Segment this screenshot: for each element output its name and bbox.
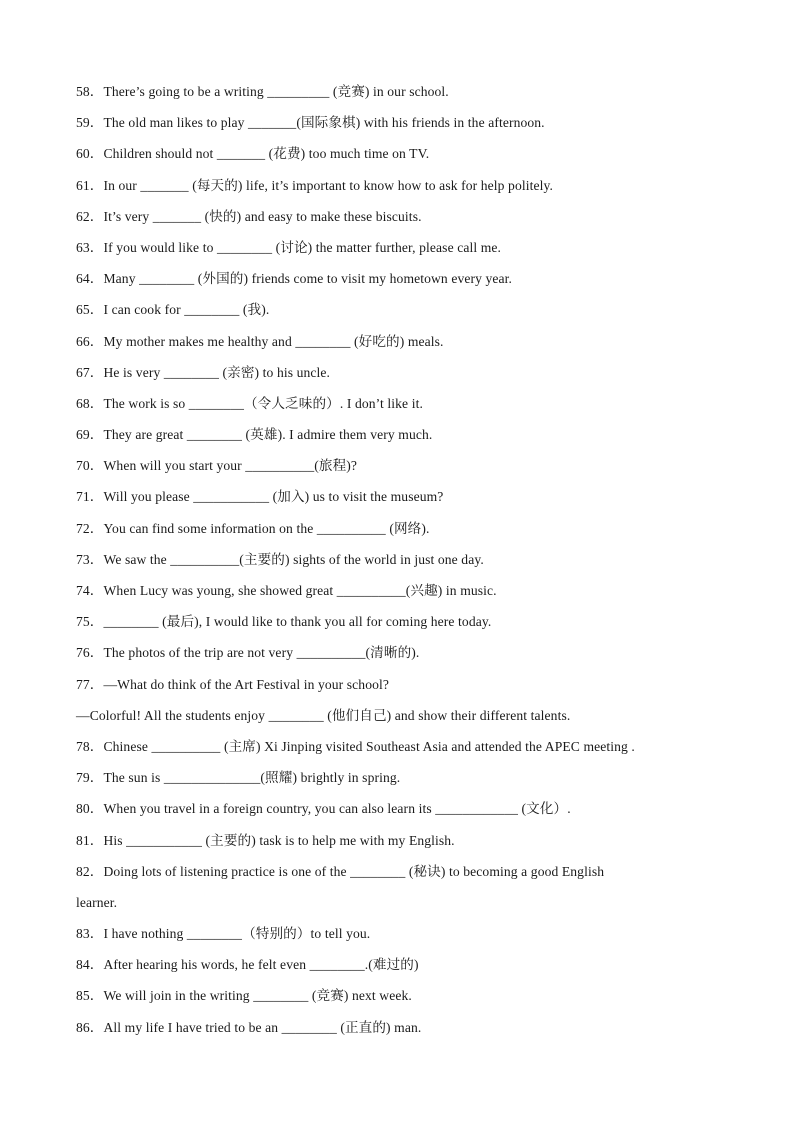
exercise-line: 65．I can cook for ________ (我). [76,302,270,318]
exercise-line: learner. [76,894,118,910]
exercise-line: 75．________ (最后), I would like to thank you all for coming here today. [76,614,492,630]
exercise-line: 83．I have nothing ________（特别的）to tell you. [76,926,371,942]
exercise-line: 64．Many ________ (外国的) friends come to visit my hometown every year. [76,271,513,287]
exercise-line: 78．Chinese __________ (主席) Xi Jinping visited Southeast Asia and attended the APEC meeting . [76,738,635,754]
exercise-line: 68．The work is so ________（令人乏味的）. I don’t like it. [76,395,423,411]
exercise-line: 60．Children should not _______ (花费) too much time on TV. [76,146,430,162]
exercise-line: 77．—What do think of the Art Festival in your school? [76,676,390,692]
exercise-line: 73．We saw the __________(主要的) sights of the world in just one day. [76,551,484,567]
exercise-line: 76．The photos of the trip are not very __________(清晰的). [76,645,420,661]
exercise-line: 82．Doing lots of listening practice is one of the ________ (秘诀) to becoming a good English [76,863,605,879]
exercise-line: 71．Will you please ___________ (加入) us to visit the museum? [76,489,444,505]
exercise-list [76,80,716,1047]
exercise-line: 58．There’s going to be a writing _________ (竞赛) in our school. [76,84,449,99]
exercise-line: 63．If you would like to ________ (讨论) the matter further, please call me. [76,239,502,255]
exercise-line: 62．It’s very _______ (快的) and easy to make these biscuits. [76,208,422,224]
exercise-line: 79．The sun is ______________(照耀) brightly in spring. [76,770,401,786]
exercise-line: 72．You can find some information on the __________ (网络). [76,520,430,536]
exercise-line: 67．He is very ________ (亲密) to his uncle. [76,364,331,380]
exercise-line: —Colorful! All the students enjoy ________ (他们自己) and show their different talents. [76,707,571,723]
exercise-line: 80．When you travel in a foreign country, you can also learn its ____________ (文化）. [76,801,571,817]
exercise-line: 70．When will you start your __________(旅程)? [76,458,358,474]
exercise-line: 74．When Lucy was young, she showed great __________(兴趣) in music. [76,583,497,598]
exercise-line: 84．After hearing his words, he felt even ________.(难过的) [76,957,419,973]
exercise-line: 66．My mother makes me healthy and ________ (好吃的) meals. [76,333,444,349]
exercise-line: 59．The old man likes to play _______(国际象棋) with his friends in the afternoon. [76,115,545,131]
exercise-line: 86．All my life I have tried to be an ________ (正直的) man. [76,1019,422,1035]
exercise-line: 61．In our _______ (每天的) life, it’s important to know how to ask for help politely. [76,177,553,193]
exercise-line: 81．His ___________ (主要的) task is to help me with my English. [76,832,455,848]
exercise-line: 85．We will join in the writing ________ (竞赛) next week. [76,988,412,1004]
exercise-line: 69．They are great ________ (英雄). I admire them very much. [76,427,433,443]
